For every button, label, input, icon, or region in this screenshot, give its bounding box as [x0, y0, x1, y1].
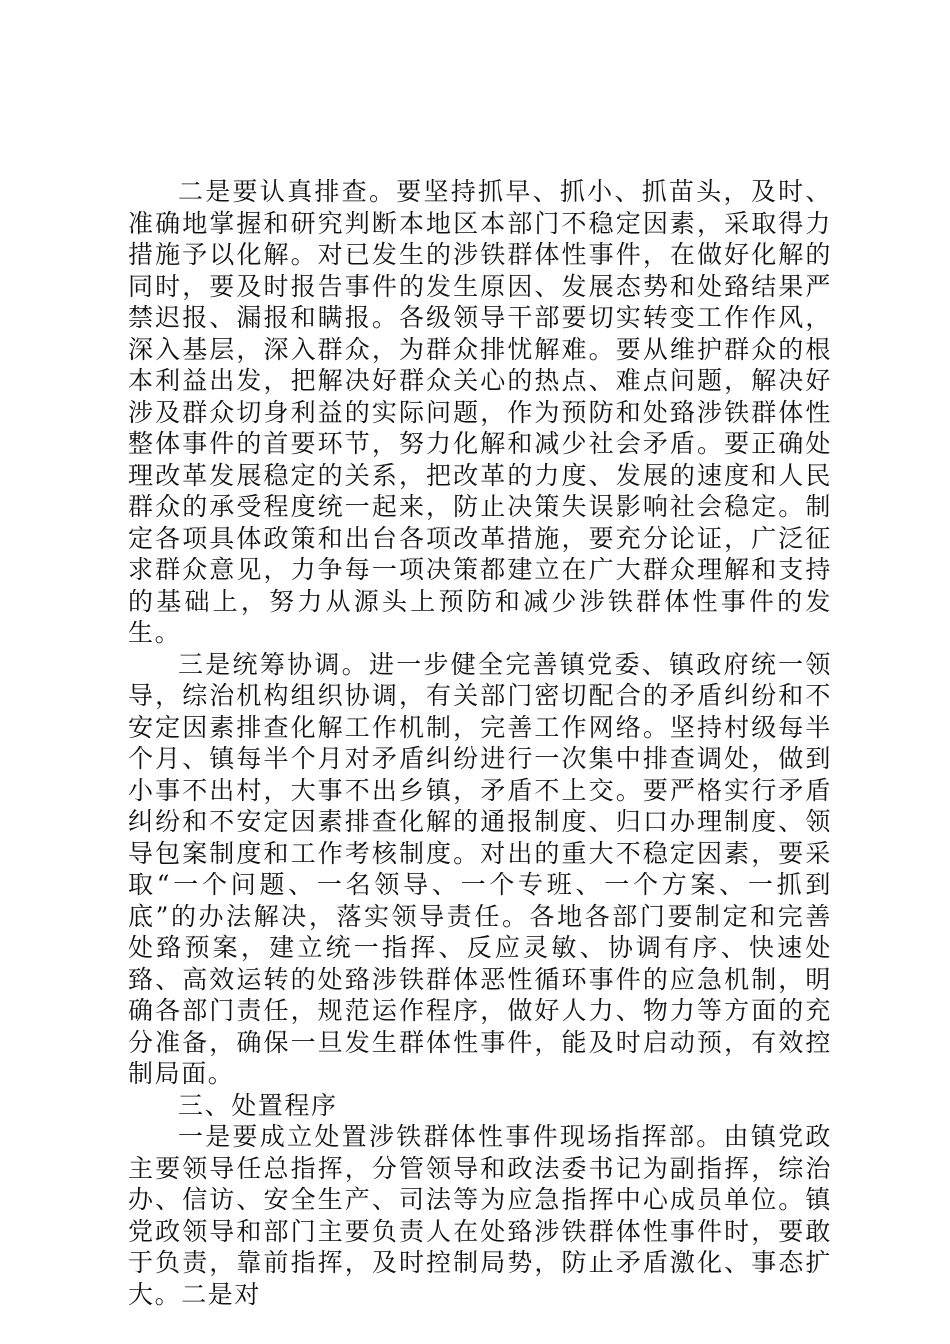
paragraph-command-center: 一是要成立处置涉铁群体性事件现场指挥部。由镇党政主要领导任总指挥，分管领导和政法委书记为副指挥，综治办、信访、安全生产、司法等为应急指挥中心成员单位。镇党政领导和部门主要负责人在处臵涉铁群体性事件时，要敢于负责，靠前指挥，及时控制局势，防止矛盾激化、事态扩大。二是对 [128, 1122, 832, 1309]
document-body [128, 176, 832, 1310]
paragraph-coordination: 三是统筹协调。进一步健全完善镇党委、镇政府统一领导，综治机构组织协调，有关部门密切配合的矛盾纠纷和不安定因素排查化解工作机制，完善工作网络。坚持村级每半个月、镇每半个月对矛盾纠纷进行一次集中排查调处，做到小事不出村，大事不出乡镇，矛盾不上交。要严格实行矛盾纠纷和不安定因素排查化解的通报制度、归口办理制度、领导包案制度和工作考核制度。对出的重大不稳定因素，要采取“一个问题、一名领导、一个专班、一个方案、一抓到底”的办法解决，落实领导责任。各地各部门要制定和完善处臵预案，建立统一指挥、反应灵敏、协调有序、快速处臵、高效运转的处臵涉铁群体恶性循环事件的应急机制，明确各部门责任，规范运作程序，做好人力、物力等方面的充分准备，确保一旦发生群体性事件，能及时启动预，有效控制局面。 [128, 649, 832, 1088]
section-heading: 三、处置程序 [178, 1090, 338, 1120]
paragraph-investigation: 二是要认真排查。要坚持抓早、抓小、抓苗头，及时、准确地掌握和研究判断本地区本部门不稳定因素，采取得力措施予以化解。对已发生的涉铁群体性事件，在做好化解的同时，要及时报告事件的发生原因、发展态势和处臵结果严禁迟报、漏报和瞒报。各级领导干部要切实转变工作作风，深入基层，深入群众，为群众排忧解难。要从维护群众的根本利益出发，把解决好群众关心的热点、难点问题，解决好涉及群众切身利益的实际问题，作为预防和处臵涉铁群体性整体事件的首要环节，努力化解和减少社会矛盾。要正确处理改革发展稳定的关系，把改革的力度、发展的速度和人民群众的承受程度统一起来，防止决策失误影响社会稳定。制定各项具体政策和出台各项改革措施，要充分论证，广泛征求群众意见，力争每一项决策都建立在广大群众理解和支持的基础上，努力从源头上预防和减少涉铁群体性事件的发生。 [128, 177, 832, 647]
